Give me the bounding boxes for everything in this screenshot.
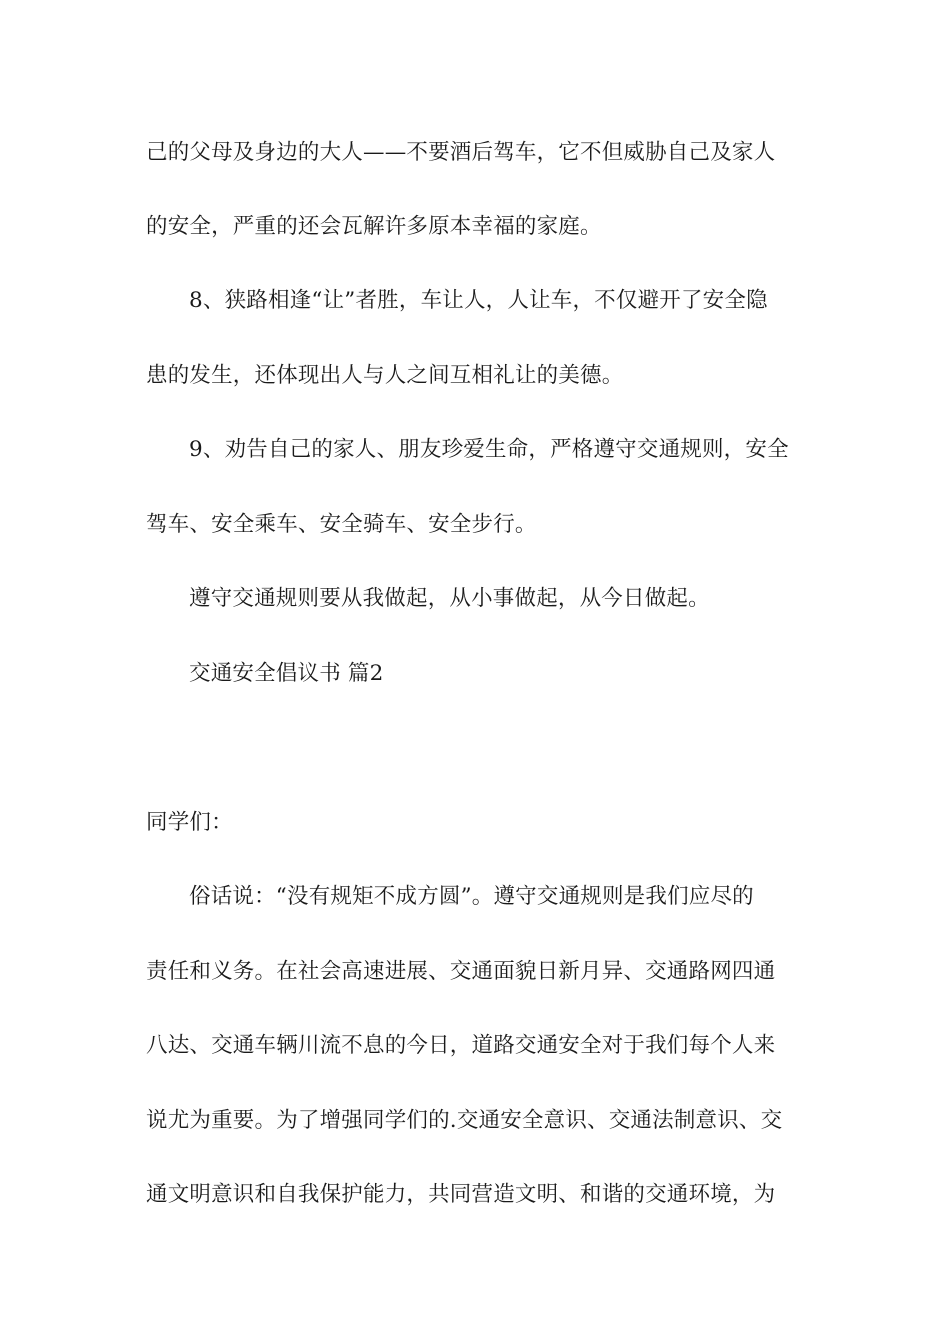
paragraph-line: 驾车、安全乘车、安全骑车、安全步行。 <box>146 512 537 537</box>
paragraph-line: 说尤为重要。为了增强同学们的.交通安全意识、交通法制意识、交 <box>146 1108 783 1133</box>
paragraph-line: 9、劝告自己的家人、朋友珍爱生命，严格遵守交通规则，安全 <box>189 437 789 462</box>
paragraph-line: 通文明意识和自我保护能力，共同营造文明、和谐的交通环境，为 <box>146 1182 776 1207</box>
paragraph-line: 己的父母及身边的大人——不要酒后驾车，它不但威胁自己及家人 <box>146 140 776 165</box>
paragraph-line: 遵守交通规则要从我做起，从小事做起，从今日做起。 <box>189 586 710 611</box>
paragraph-line: 患的发生，还体现出人与人之间互相礼让的美德。 <box>146 363 624 388</box>
paragraph-line: 八达、交通车辆川流不息的今日，道路交通安全对于我们每个人来 <box>146 1033 776 1058</box>
paragraph-line: 8、狭路相逢“让”者胜，车让人，人让车，不仅避开了安全隐 <box>189 288 768 313</box>
paragraph-line: 俗话说：“没有规矩不成方圆”。遵守交通规则是我们应尽的 <box>189 884 754 909</box>
paragraph-line: 的安全，严重的还会瓦解许多原本幸福的家庭。 <box>146 214 602 239</box>
paragraph-line: 责任和义务。在社会高速进展、交通面貌日新月异、交通路网四通 <box>146 959 776 984</box>
salutation: 同学们： <box>146 810 233 835</box>
section-heading: 交通安全倡议书 篇2 <box>189 661 384 686</box>
